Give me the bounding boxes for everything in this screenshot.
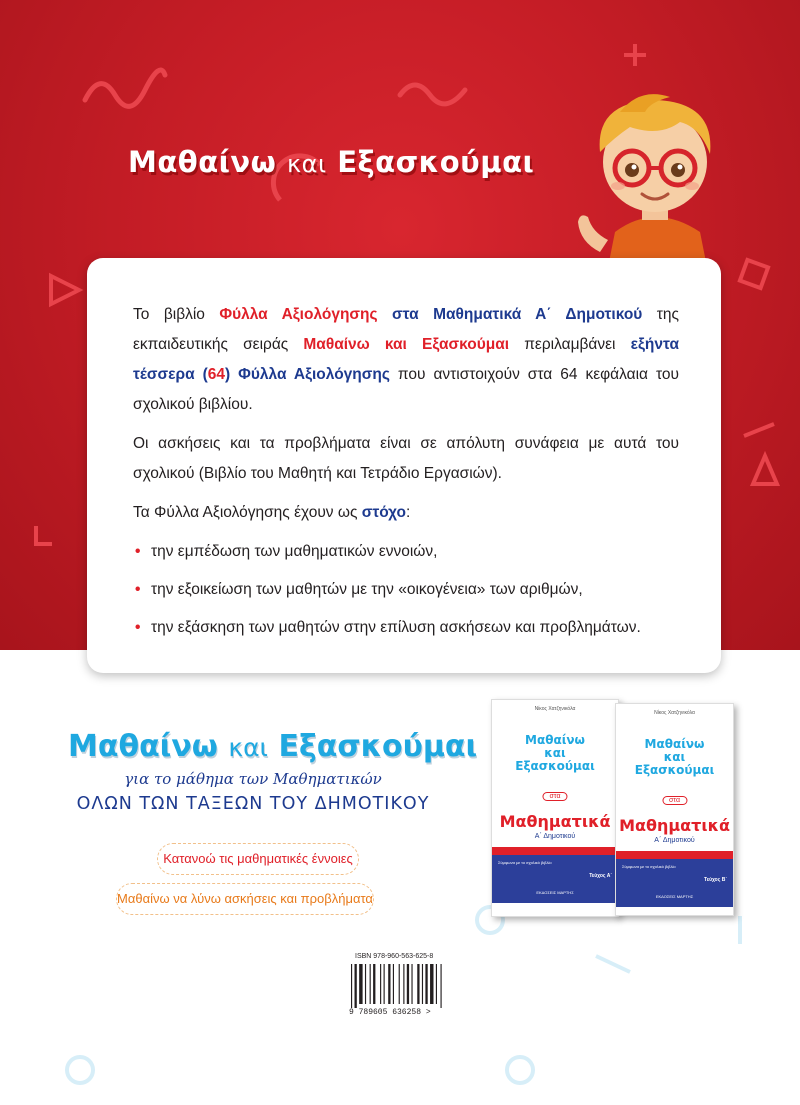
intro-series: Μαθαίνω και Εξασκούμαι <box>303 336 510 353</box>
goal-word: στόχο <box>361 504 406 521</box>
promo-series-word-3: Εξασκούμαι <box>278 729 478 764</box>
series-title-word-1: Μαθαίνω <box>128 145 277 179</box>
promo-subject-line: για το μάθημα των Μαθηματικών <box>124 770 382 788</box>
intro-count-number: 64 <box>207 366 225 383</box>
book-note: Σύμφωνα με το σχολικό βιβλίο <box>622 864 676 869</box>
barcode-digits: 9 789605 636258 > <box>349 1008 431 1017</box>
promo-series-word-2: και <box>228 733 269 762</box>
book-grade: Α΄ Δημοτικού <box>534 833 576 840</box>
intro-book-title: Φύλλα Αξιολόγησης <box>219 306 378 323</box>
barcode-bar <box>388 964 390 1004</box>
list-item: • την εμπέδωση των μαθηματικών εννοιών, <box>133 537 679 567</box>
barcode-bar <box>373 964 375 1004</box>
book-red-band <box>616 851 733 859</box>
promo-grades-line: ΟΛΩΝ ΤΩΝ ΤΑΞΕΩΝ ΤΟΥ ΔΗΜΟΤΙΚΟΥ <box>76 794 430 814</box>
barcode-bar <box>399 964 400 1004</box>
barcode-bar <box>380 964 381 1004</box>
book-publisher: ΕΚΔΟΣΕΙΣ ΜΑΡΤΗΣ <box>655 894 694 899</box>
list-item: • την εξάσκηση των μαθητών στην επίλυση ασκήσεων και προβλημάτων. <box>133 613 679 643</box>
book-sta-label: στα <box>662 796 687 805</box>
boy-character-illustration <box>560 82 750 282</box>
book-series-title <box>492 734 618 773</box>
promo-pill-exercises: Μαθαίνω να λύνω ασκήσεις και προβλήματα <box>116 883 374 915</box>
book-author: Νίκος Χατζηνικόλα <box>654 710 695 716</box>
barcode-bar <box>441 964 442 1008</box>
barcode-bar <box>425 964 427 1004</box>
circle-decoration <box>60 1050 100 1090</box>
line-decoration <box>740 420 780 440</box>
barcode-bar <box>422 964 423 1004</box>
triangle-decoration <box>745 450 785 490</box>
barcode-bar <box>430 964 433 1004</box>
book-author: Νίκος Χατζηνικόλα <box>534 706 576 712</box>
list-item: • την εξοικείωση των μαθητών με την «οικογένεια» των αριθμών, <box>133 575 679 605</box>
intro-count-tail: ) Φύλλα Αξιολόγησης <box>225 366 390 383</box>
goal-suffix: : <box>406 504 411 521</box>
book-sta-label: στα <box>542 792 567 801</box>
barcode-bar <box>417 964 419 1004</box>
goal-prefix: Τα Φύλλα Αξιολόγησης έχουν ως <box>133 504 362 521</box>
barcode-bar <box>407 964 409 1004</box>
barcode-bar <box>365 964 366 1004</box>
book-series-word: και <box>663 750 686 764</box>
barcode-bar <box>393 964 394 1004</box>
series-title-word-2: και <box>287 150 327 178</box>
book-red-band <box>492 847 618 855</box>
intro-space <box>378 306 392 323</box>
description-text <box>133 300 679 651</box>
goal-paragraph <box>133 498 679 528</box>
line-decoration <box>720 910 760 950</box>
promo-series-title <box>68 729 477 764</box>
goal-list <box>133 537 679 643</box>
barcode-bar <box>370 964 371 1004</box>
book-note: Σύμφωνα με το σχολικό βιβλίο <box>498 860 552 865</box>
intro-text: περιλαμβάνει <box>509 336 631 353</box>
series-title-word-3: Εξασκούμαι <box>337 145 535 179</box>
book-series-word: Μαθαίνω <box>525 733 585 747</box>
barcode-bar <box>403 964 404 1004</box>
intro-count-words: εξήντα τέσσερα ( <box>133 336 679 383</box>
series-title <box>128 145 534 179</box>
barcode-bar <box>436 964 437 1004</box>
isbn-text: ISBN 978-960-563-625-8 <box>355 953 434 960</box>
intro-paragraph <box>133 300 679 420</box>
book-subject: Μαθηματικά <box>499 812 611 831</box>
book-series-word: και <box>544 746 566 760</box>
book-publisher: ΕΚΔΟΣΕΙΣ ΜΑΡΤΗΣ <box>536 890 574 895</box>
intro-text: Το βιβλίο <box>133 306 220 323</box>
intro-text: της εκπαιδευτικής σειράς <box>133 306 679 353</box>
book-grade: Α΄ Δημοτικού <box>654 837 695 844</box>
barcode-bar <box>411 964 412 1004</box>
circle-decoration <box>500 1050 540 1090</box>
book-series-word: Μαθαίνω <box>644 737 705 751</box>
barcode-bar <box>355 964 357 1008</box>
description-card <box>87 258 721 673</box>
barcode-bar <box>384 964 385 1004</box>
book-series-word: Εξασκούμαι <box>515 759 595 773</box>
barcode-bar <box>359 964 362 1004</box>
intro-subject: στα Μαθηματικά Α΄ Δημοτικού <box>392 306 643 323</box>
line-decoration <box>590 950 640 980</box>
book-volume: Τεύχος Α΄ <box>589 873 612 879</box>
promo-pill-concepts: Κατανοώ τις μαθηματικές έννοιες <box>157 843 359 875</box>
book-volume: Τεύχος Β΄ <box>704 877 727 883</box>
paragraph-2: Οι ασκήσεις και τα προβλήματα είναι σε απόλυτη συνάφεια με αυτά του σχολικού (Βιβλίο του Μαθητή και Τετράδιο Εργασιών). <box>133 435 679 482</box>
plus-decoration <box>620 40 650 70</box>
book-series-title <box>616 738 733 777</box>
book-cover-a <box>491 699 619 917</box>
barcode <box>343 950 457 1022</box>
barcode-bars <box>351 964 449 1008</box>
angle-decoration <box>28 520 58 550</box>
book-cover-b <box>615 703 734 916</box>
squiggle-decoration <box>395 70 475 120</box>
book-subject: Μαθηματικά <box>619 816 730 835</box>
intro-text: που αντιστοιχούν στα 64 κεφάλαια του σχολικού βιβλίου. <box>133 366 680 413</box>
squiggle-decoration <box>80 60 170 120</box>
barcode-bar <box>351 964 352 1008</box>
promo-series-word-1: Μαθαίνω <box>68 729 218 764</box>
triangle-decoration <box>45 270 85 310</box>
book-series-word: Εξασκούμαι <box>634 763 715 777</box>
